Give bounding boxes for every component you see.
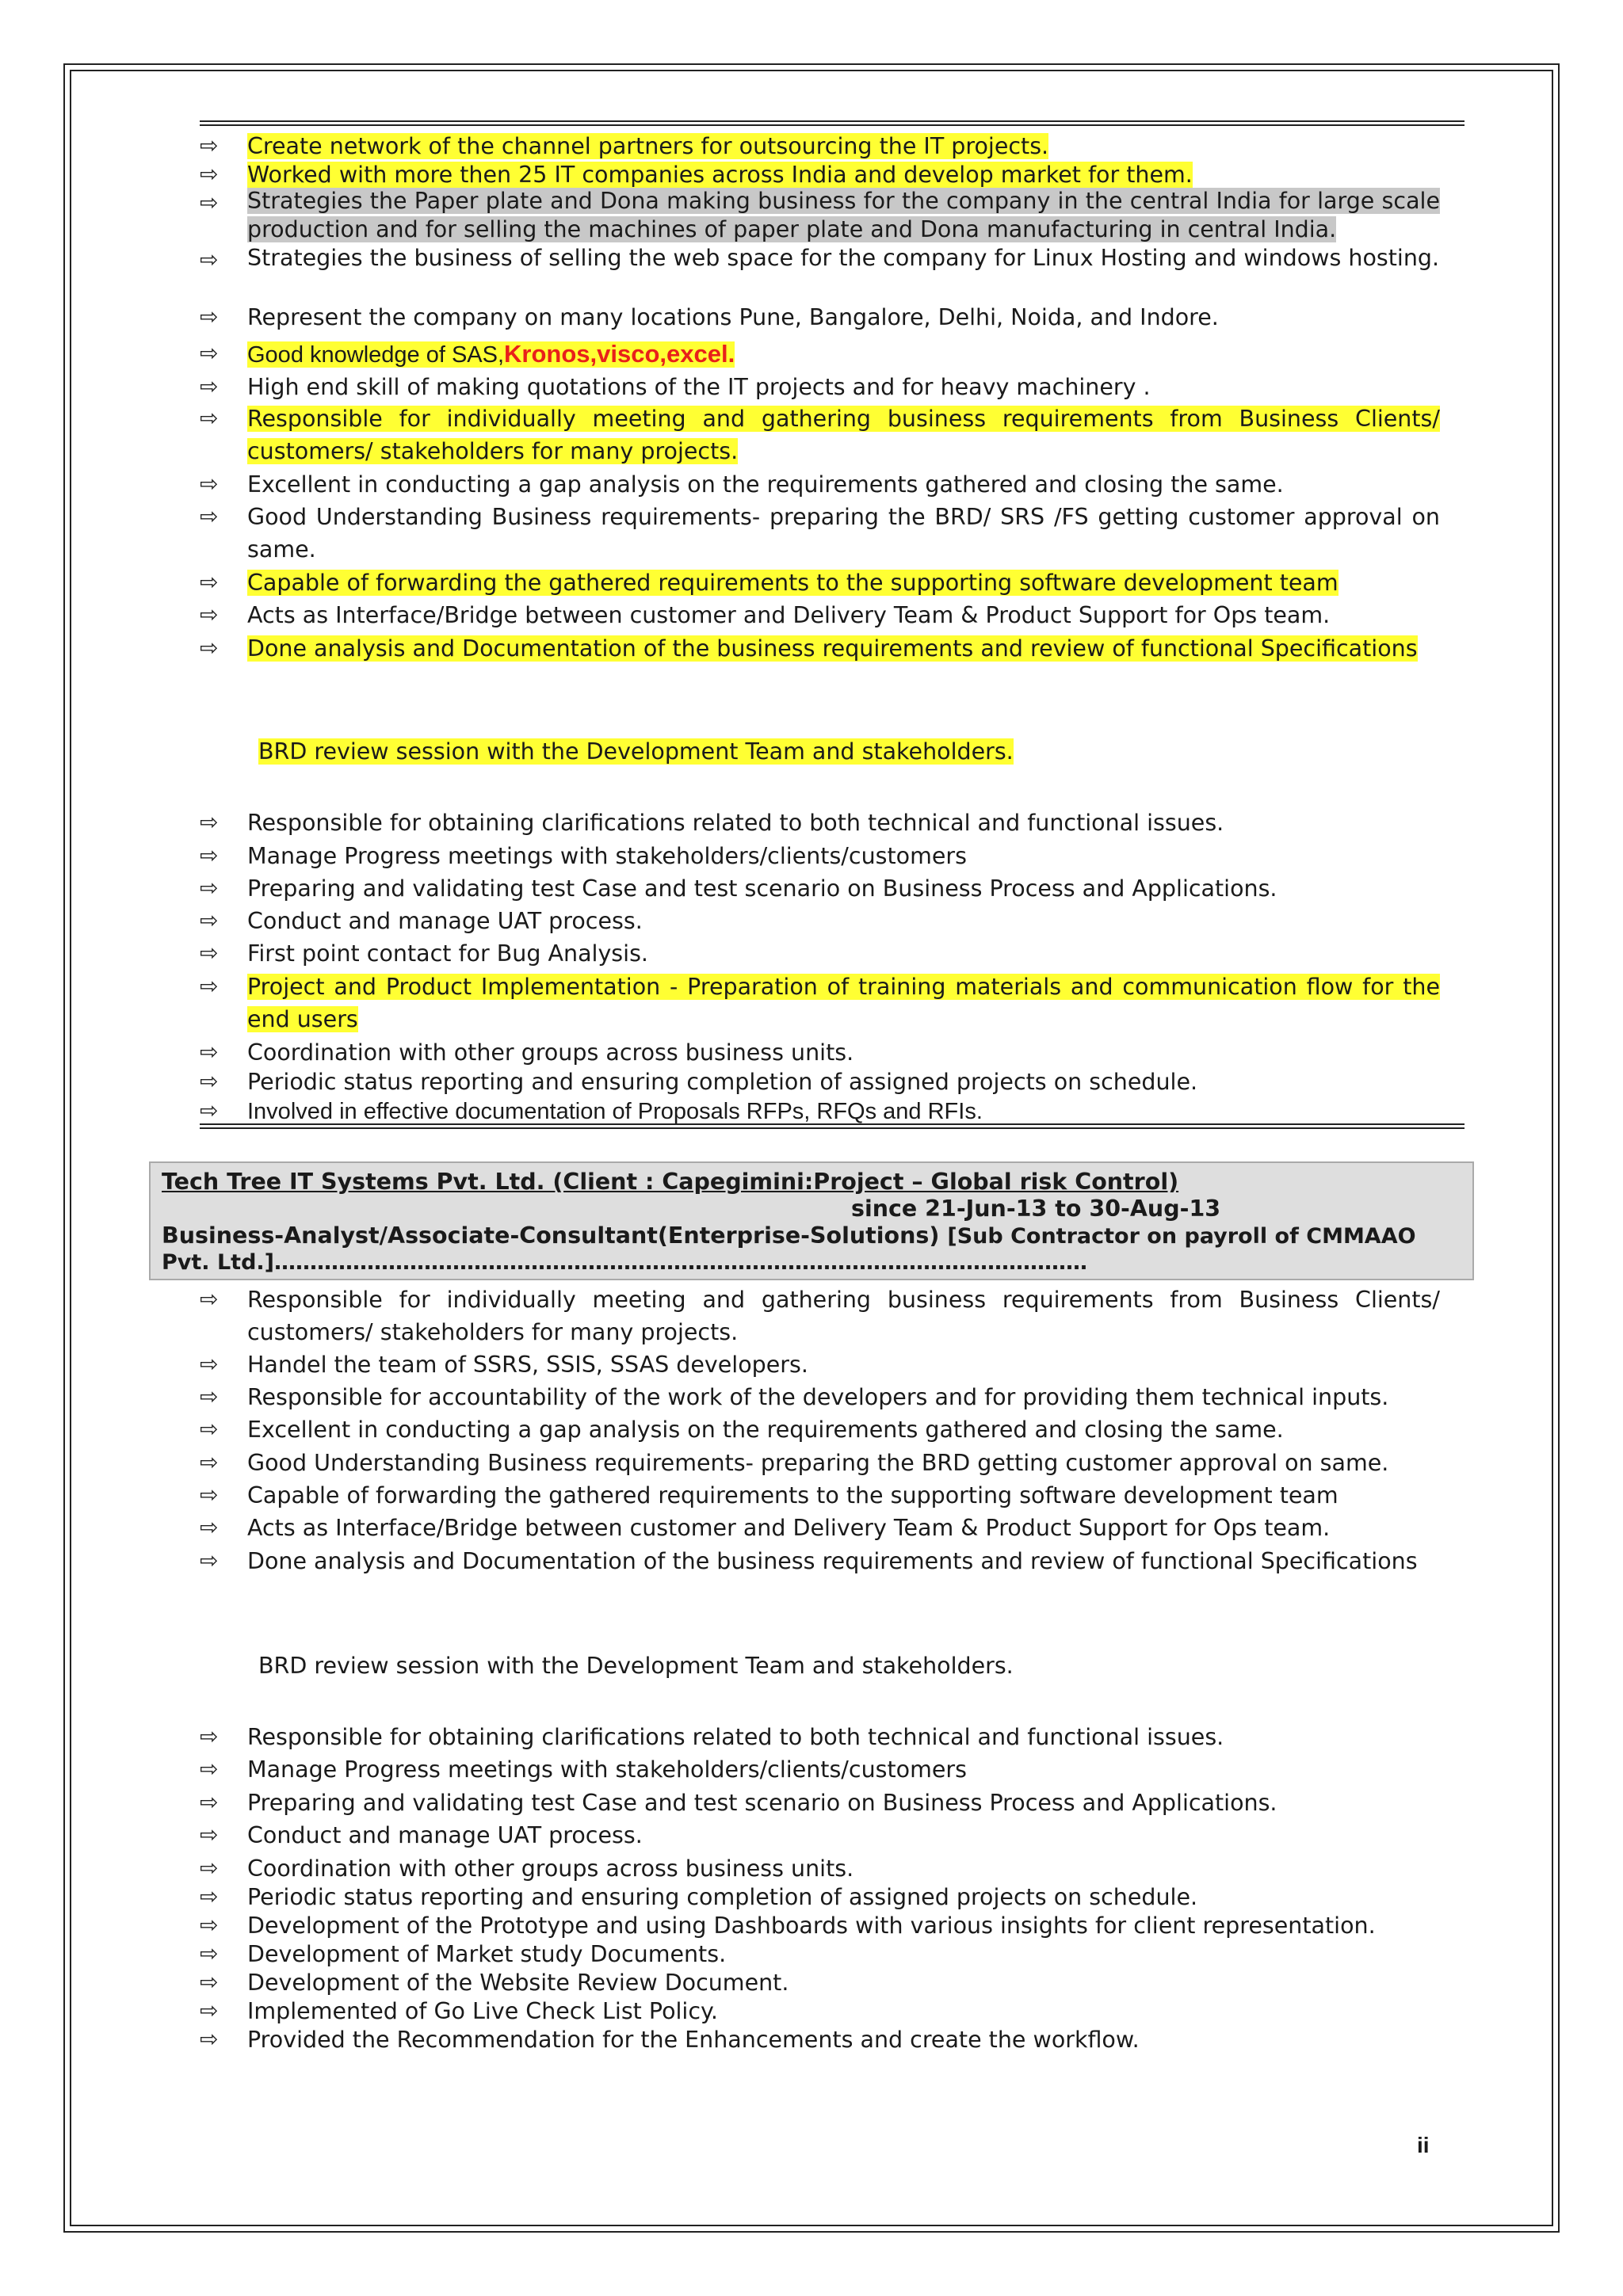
bullet-text: Capable of forwarding the gathered requirements to the supporting software development team — [247, 570, 1338, 596]
company-name: Tech Tree IT Systems Pvt. Ltd. (Client : Capegimini:Project – Global risk Control) — [162, 1169, 1179, 1195]
role-line — [162, 1222, 1416, 1251]
right-arrow-icon: ⇨ — [200, 1997, 219, 2023]
list-item — [200, 244, 1440, 273]
bullet-text: Excellent in conducting a gap analysis on the requirements gathered and closing the same. — [247, 471, 1284, 498]
right-arrow-icon: ⇨ — [200, 1855, 219, 1881]
right-arrow-icon: ⇨ — [200, 1912, 219, 1938]
right-arrow-icon: ⇨ — [200, 1068, 219, 1094]
role-title: Business-Analyst/Associate-Consultant(Enterprise-Solutions) — [162, 1222, 940, 1249]
top-rule — [200, 120, 1465, 126]
list-item — [200, 371, 1440, 403]
right-arrow-icon: ⇨ — [200, 189, 219, 215]
list-item — [200, 971, 1440, 1035]
bullet-text: High end skill of making quotations of the IT projects and for heavy machinery . — [247, 374, 1151, 400]
list-item — [200, 1066, 1440, 1098]
list-item — [200, 1966, 1440, 1999]
right-arrow-icon: ⇨ — [200, 1969, 219, 1995]
list-item — [200, 905, 1440, 937]
list-item — [200, 1753, 1440, 1786]
list-item — [200, 1413, 1440, 1446]
right-arrow-icon: ⇨ — [200, 1789, 219, 1815]
right-arrow-icon: ⇨ — [200, 303, 219, 330]
list-item — [200, 158, 1440, 191]
list-item — [200, 840, 1440, 872]
bullet-text: Preparing and validating test Case and test scenario on Business Process and Applications. — [247, 875, 1277, 902]
right-arrow-icon: ⇨ — [200, 1449, 219, 1475]
list-item — [200, 1479, 1440, 1512]
bullet-text: Done analysis and Documentation of the business requirements and review of functional Specifications — [247, 1548, 1418, 1574]
brd-note — [258, 1650, 1014, 1682]
bullet-text: Create network of the channel partners for outsourcing the IT projects. — [247, 133, 1049, 159]
bullet-text: Good Understanding Business requirements- preparing the BRD getting customer approval on same. — [247, 1450, 1389, 1476]
bullet-text: Development of the Prototype and using Dashboards with various insights for client representation. — [247, 1913, 1376, 1939]
brd-note — [258, 735, 1014, 768]
employment-dates: since 21-Jun-13 to 30-Aug-13 — [851, 1196, 1221, 1222]
list-item — [200, 872, 1440, 905]
list-item — [200, 1938, 1440, 1970]
right-arrow-icon: ⇨ — [200, 1756, 219, 1782]
list-item — [200, 1787, 1440, 1819]
bullet-text: Conduct and manage UAT process. — [247, 1822, 643, 1848]
bullet-text-red: Kronos,visco,excel. — [504, 340, 735, 368]
list-item — [200, 1721, 1440, 1753]
list-item — [200, 807, 1440, 839]
list-item — [200, 301, 1440, 334]
right-arrow-icon: ⇨ — [200, 132, 219, 158]
right-arrow-icon: ⇨ — [200, 1351, 219, 1377]
list-item — [200, 1283, 1440, 1348]
list-item — [200, 1545, 1440, 1577]
right-arrow-icon: ⇨ — [200, 503, 219, 529]
bullet-text: Implemented of Go Live Check List Policy. — [247, 1998, 718, 2024]
company-header-box — [149, 1161, 1474, 1280]
list-item — [200, 1512, 1440, 1544]
right-arrow-icon: ⇨ — [200, 569, 219, 595]
bullet-text: Good knowledge of SAS, — [247, 342, 505, 368]
right-arrow-icon: ⇨ — [200, 1547, 219, 1573]
list-item — [200, 501, 1440, 566]
bullet-text: Strategies the business of selling the web space for the company for Linux Hosting and windows hosting. — [247, 245, 1440, 271]
list-item — [200, 1036, 1440, 1069]
right-arrow-icon: ⇨ — [200, 340, 219, 366]
bullet-text: Acts as Interface/Bridge between customer and Delivery Team & Product Support for Ops team. — [247, 602, 1331, 628]
bullet-text: Provided the Recommendation for the Enhancements and create the workflow. — [247, 2027, 1140, 2053]
payroll-note: [Sub Contractor on payroll of CMMAAO — [947, 1224, 1416, 1249]
right-arrow-icon: ⇨ — [200, 1383, 219, 1409]
bullet-text: Involved in effective documentation of Proposals RFPs, RFQs and RFIs. — [247, 1099, 983, 1124]
list-item — [200, 1852, 1440, 1885]
list-item — [200, 130, 1440, 162]
bullet-text: Responsible for obtaining clarifications related to both technical and functional issues. — [247, 810, 1224, 836]
right-arrow-icon: ⇨ — [200, 973, 219, 999]
right-arrow-icon: ⇨ — [200, 1883, 219, 1909]
right-arrow-icon: ⇨ — [200, 842, 219, 868]
bullet-text: Good Understanding Business requirements- preparing the BRD/ SRS /FS getting customer approval on same. — [247, 504, 1440, 563]
list-item — [200, 1348, 1440, 1381]
bullet-text: Acts as Interface/Bridge between customer and Delivery Team & Product Support for Ops team. — [247, 1515, 1331, 1541]
bullet-text: Handel the team of SSRS, SSIS, SSAS developers. — [247, 1352, 808, 1378]
bullet-text: Development of Market study Documents. — [247, 1941, 727, 1967]
bullet-text: Periodic status reporting and ensuring completion of assigned projects on schedule. — [247, 1884, 1198, 1910]
list-item — [200, 338, 1440, 372]
right-arrow-icon: ⇨ — [200, 1097, 219, 1123]
bullet-text: Responsible for individually meeting and gathering business requirements from Business Clients/ customers/ stakeholders for many projects. — [247, 406, 1440, 464]
list-item — [200, 566, 1440, 599]
bullet-text: Periodic status reporting and ensuring completion of assigned projects on schedule. — [247, 1069, 1198, 1095]
list-item — [200, 1881, 1440, 1913]
right-arrow-icon: ⇨ — [200, 2026, 219, 2052]
right-arrow-icon: ⇨ — [200, 907, 219, 933]
bullet-text: First point contact for Bug Analysis. — [247, 940, 648, 967]
right-arrow-icon: ⇨ — [200, 809, 219, 835]
bullet-text: Responsible for obtaining clarifications related to both technical and functional issues. — [247, 1724, 1224, 1750]
right-arrow-icon: ⇨ — [200, 601, 219, 627]
list-item — [200, 937, 1440, 970]
list-item — [200, 632, 1440, 665]
list-item — [200, 2023, 1440, 2056]
list-item — [200, 468, 1440, 501]
bullet-text: Manage Progress meetings with stakeholders/clients/customers — [247, 843, 967, 869]
bullet-text: Coordination with other groups across business units. — [247, 1039, 854, 1066]
right-arrow-icon: ⇨ — [200, 373, 219, 399]
bullet-text: Coordination with other groups across business units. — [247, 1855, 854, 1882]
bullet-text: Done analysis and Documentation of the business requirements and review of functional Specifications — [247, 635, 1418, 662]
list-item — [200, 1819, 1440, 1852]
right-arrow-icon: ⇨ — [200, 635, 219, 661]
right-arrow-icon: ⇨ — [200, 246, 219, 273]
list-item — [200, 1381, 1440, 1413]
right-arrow-icon: ⇨ — [200, 1723, 219, 1749]
bullet-text: Responsible for accountability of the work of the developers and for providing them technical inputs. — [247, 1384, 1389, 1410]
list-item — [200, 1995, 1440, 2027]
list-item — [200, 187, 1440, 244]
right-arrow-icon: ⇨ — [200, 875, 219, 901]
page-number: ii — [1417, 2133, 1430, 2157]
right-arrow-icon: ⇨ — [200, 471, 219, 497]
bullet-text: Capable of forwarding the gathered requirements to the supporting software development team — [247, 1482, 1338, 1508]
right-arrow-icon: ⇨ — [200, 1482, 219, 1508]
section-rule — [200, 1123, 1465, 1129]
bullet-text: Preparing and validating test Case and test scenario on Business Process and Applications. — [247, 1790, 1277, 1816]
bullet-text: Project and Product Implementation - Preparation of training materials and communication flow for the end users — [247, 974, 1440, 1032]
bullet-text: Worked with more then 25 IT companies across India and develop market for them. — [247, 162, 1193, 188]
right-arrow-icon: ⇨ — [200, 161, 219, 187]
list-item — [200, 1909, 1440, 1942]
right-arrow-icon: ⇨ — [200, 1940, 219, 1966]
bullet-text: Strategies the Paper plate and Dona making business for the company in the central India for large scale production and for selling the machines of paper plate and Dona manufacturing in central India. — [247, 188, 1440, 242]
right-arrow-icon: ⇨ — [200, 1039, 219, 1065]
brd-note-text: BRD review session with the Development Team and stakeholders. — [258, 1653, 1014, 1679]
right-arrow-icon: ⇨ — [200, 1416, 219, 1442]
right-arrow-icon: ⇨ — [200, 1821, 219, 1848]
bullet-text: Excellent in conducting a gap analysis on the requirements gathered and closing the same. — [247, 1417, 1284, 1443]
right-arrow-icon: ⇨ — [200, 405, 219, 431]
bullet-text: Responsible for individually meeting and gathering business requirements from Business Clients/ customers/ stakeholders for many projects. — [247, 1287, 1440, 1345]
bullet-text: Conduct and manage UAT process. — [247, 908, 643, 934]
right-arrow-icon: ⇨ — [200, 940, 219, 966]
list-item — [200, 599, 1440, 631]
right-arrow-icon: ⇨ — [200, 1514, 219, 1540]
brd-note-text: BRD review session with the Development Team and stakeholders. — [258, 738, 1014, 765]
bullet-text: Development of the Website Review Document. — [247, 1970, 789, 1996]
payroll-note-end: Pvt. Ltd.]…………………………………………………………………………………………………… — [162, 1250, 1087, 1275]
bullet-text: Manage Progress meetings with stakeholders/clients/customers — [247, 1756, 967, 1783]
list-item — [200, 402, 1440, 467]
list-item — [200, 1447, 1440, 1479]
right-arrow-icon: ⇨ — [200, 1286, 219, 1312]
bullet-text: Represent the company on many locations Pune, Bangalore, Delhi, Noida, and Indore. — [247, 304, 1219, 330]
